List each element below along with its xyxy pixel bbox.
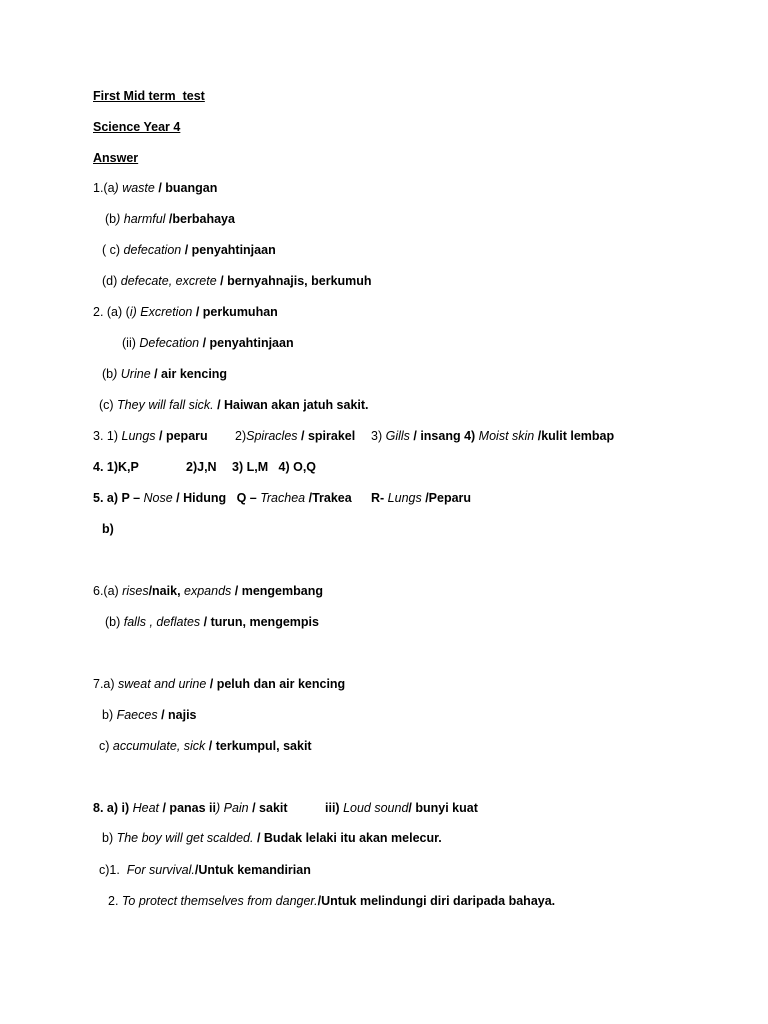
q3-answer-part3: 3) Gills / insang 4) Moist skin /kulit lembap — [371, 429, 615, 443]
q4-answer-part2: 2)J,N — [186, 460, 217, 474]
q8b-answer: b) The boy will get scalded. / Budak lelaki itu akan melecur. — [102, 831, 442, 845]
q5a-answer-part2: R- Lungs /Peparu — [371, 491, 472, 505]
test-title: First Mid term test — [93, 89, 205, 103]
q7c-answer: c) accumulate, sick / terkumpul, sakit — [99, 739, 312, 753]
q6b-answer: (b) falls , deflates / turun, mengempis — [105, 615, 319, 629]
q2aii-answer: (ii) Defecation / penyahtinjaan — [122, 336, 294, 350]
subject-title: Science Year 4 — [93, 120, 181, 134]
q4-answer-part3: 3) L,M 4) O,Q — [232, 460, 317, 474]
q5b-answer: b) — [102, 522, 114, 536]
q3-answer: 3. 1) Lungs / peparu — [93, 429, 208, 443]
q5a-answer: 5. a) P – Nose / Hidung Q – Trachea /Trakea — [93, 491, 352, 505]
q3-answer-part2: 2)Spiracles / spirakel — [235, 429, 356, 443]
q2ai-answer: 2. (a) (i) Excretion / perkumuhan — [93, 305, 278, 319]
q4-answer: 4. 1)K,P — [93, 460, 139, 474]
q2b-answer: (b) Urine / air kencing — [102, 367, 228, 381]
q6a-answer: 6.(a) rises/naik, expands / mengembang — [93, 584, 323, 598]
q7a-answer: 7.a) sweat and urine / peluh dan air kencing — [93, 677, 346, 691]
q8c2-answer: 2. To protect themselves from danger./Untuk melindungi diri daripada bahaya. — [108, 894, 556, 908]
q8a-answer-part3: iii) Loud sound/ bunyi kuat — [325, 801, 478, 815]
q1d-answer: (d) defecate, excrete / bernyahnajis, berkumuh — [102, 274, 372, 288]
q1a-answer: 1.(a) waste / buangan — [93, 181, 218, 195]
q2c-answer: (c) They will fall sick. / Haiwan akan jatuh sakit. — [99, 398, 369, 412]
q1b-answer: (b) harmful /berbahaya — [105, 212, 235, 226]
q7b-answer: b) Faeces / najis — [102, 708, 197, 722]
answer-heading: Answer — [93, 151, 139, 165]
q8a-answer: 8. a) i) Heat / panas ii) Pain / sakit — [93, 801, 288, 815]
q1c-answer: ( c) defecation / penyahtinjaan — [102, 243, 276, 257]
q8c1-answer: c)1. For survival./Untuk kemandirian — [99, 863, 311, 877]
